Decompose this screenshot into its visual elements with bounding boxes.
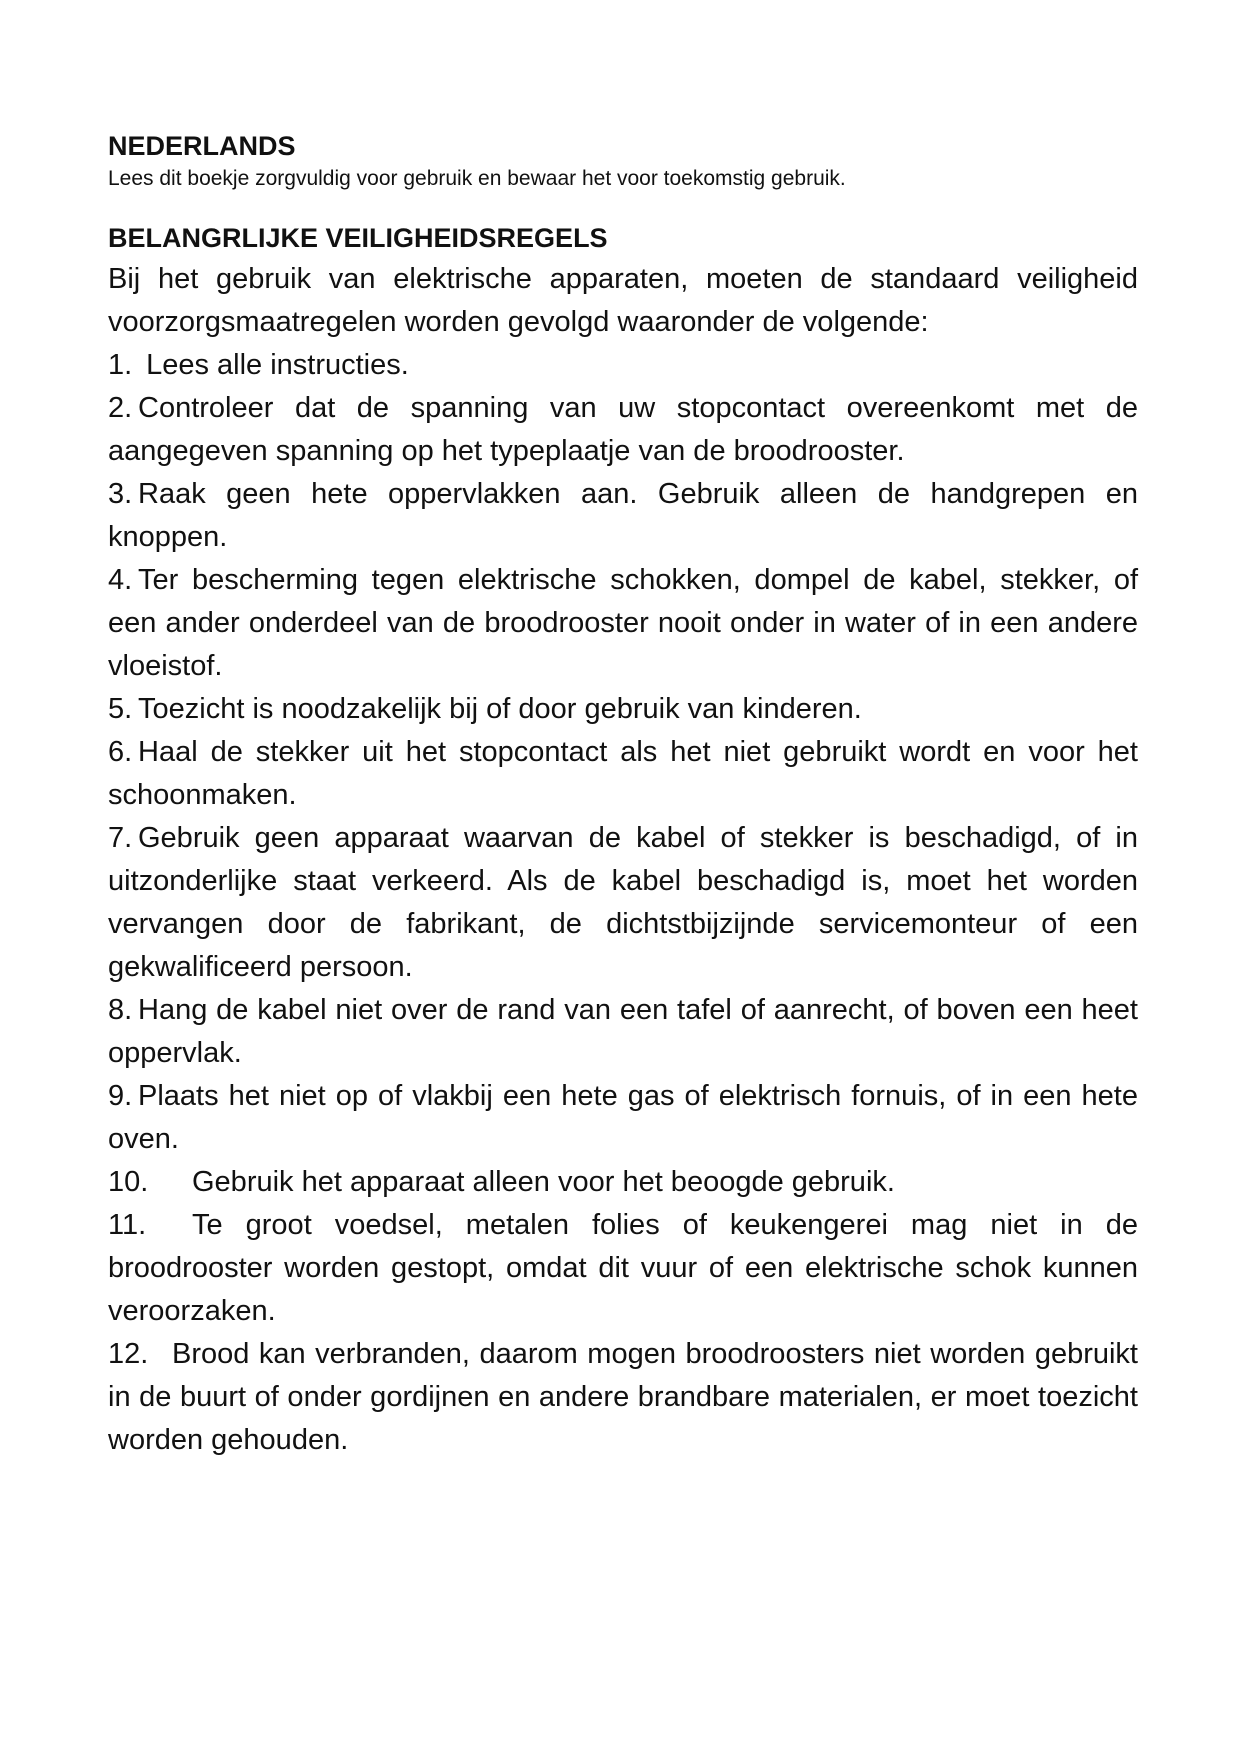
list-item: [108, 989, 1138, 1075]
rule-text: Te groot voedsel, metalen folies of keukengerei mag niet in de broodrooster worden gestopt, omdat dit vuur of een elektrische schok kunnen veroorzaken.: [108, 1209, 1138, 1327]
section-heading: BELANGRLIJKE VEILIGHEIDSREGELS: [108, 223, 608, 253]
list-item: [108, 344, 1138, 387]
list-item: [108, 1333, 1138, 1462]
rule-text: Lees alle instructies.: [146, 349, 409, 381]
rule-number: 6.: [108, 736, 133, 768]
rule-number: 11.: [108, 1209, 147, 1241]
rule-number: 3.: [108, 478, 133, 510]
rule-text: Ter bescherming tegen elektrische schokken, dompel de kabel, stekker, of een ander onderdeel van de broodrooster nooit onder in water of in een andere vloeistof.: [108, 564, 1138, 682]
list-item: [108, 473, 1138, 559]
rule-number: 2.: [108, 392, 133, 424]
list-item: [108, 387, 1138, 473]
rule-number: 9.: [108, 1080, 133, 1112]
intro-text: Lees dit boekje zorgvuldig voor gebruik en bewaar het voor toekomstig gebruik.: [108, 167, 846, 190]
rule-number: 10.: [108, 1166, 149, 1198]
list-item: [108, 559, 1138, 688]
rule-text: Haal de stekker uit het stopcontact als het niet gebruikt wordt en voor het schoonmaken.: [108, 736, 1138, 811]
rule-text: Toezicht is noodzakelijk bij of door gebruik van kinderen.: [138, 693, 862, 725]
language-heading: NEDERLANDS: [108, 131, 296, 161]
rule-text: Gebruik het apparaat alleen voor het beoogde gebruik.: [192, 1166, 895, 1198]
document-page: [108, 128, 1138, 1462]
rule-number: 12.: [108, 1338, 149, 1370]
list-item: [108, 1161, 1138, 1204]
list-item: [108, 1204, 1138, 1333]
rule-number: 7.: [108, 822, 133, 854]
rule-number: 4.: [108, 564, 133, 596]
list-item: [108, 688, 1138, 731]
rule-text: Plaats het niet op of vlakbij een hete gas of elektrisch fornuis, of in een hete oven.: [108, 1080, 1138, 1155]
rule-text: Controleer dat de spanning van uw stopcontact overeenkomt met de aangegeven spanning op het typeplaatje van de broodrooster.: [108, 392, 1138, 467]
rule-text: Gebruik geen apparaat waarvan de kabel of stekker is beschadigd, of in uitzonderlijke staat verkeerd. Als de kabel beschadigd is, moet het worden vervangen door de fabrikant, de dichtstbijzijnde servicemonteur of een gekwalificeerd persoon.: [108, 822, 1138, 983]
rule-text: Raak geen hete oppervlakken aan. Gebruik alleen de handgrepen en knoppen.: [108, 478, 1138, 553]
rule-text: Brood kan verbranden, daarom mogen broodroosters niet worden gebruikt in de buurt of onder gordijnen en andere brandbare materialen, er moet toezicht worden gehouden.: [108, 1338, 1138, 1456]
rule-number: 1.: [108, 349, 133, 381]
safety-rules-list: [108, 344, 1138, 1462]
rule-number: 8.: [108, 994, 133, 1026]
list-item: [108, 817, 1138, 989]
rule-number: 5.: [108, 693, 133, 725]
list-item: [108, 731, 1138, 817]
list-item: [108, 1075, 1138, 1161]
lead-paragraph: Bij het gebruik van elektrische apparaten, moeten de standaard veiligheid voorzorgsmaatregelen worden gevolgd waaronder de volgende:: [108, 263, 1138, 338]
rule-text: Hang de kabel niet over de rand van een tafel of aanrecht, of boven een heet oppervlak.: [108, 994, 1138, 1069]
